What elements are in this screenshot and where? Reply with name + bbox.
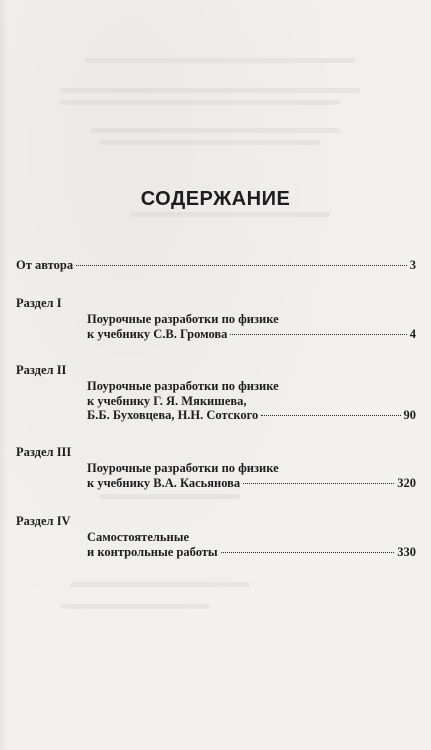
toc-page-number: 90 <box>403 408 416 422</box>
section-label: Раздел IV <box>16 514 71 528</box>
section-title-line: и контрольные работы <box>87 545 218 559</box>
page-title: СОДЕРЖАНИЕ <box>140 188 291 210</box>
dot-leader <box>243 482 394 484</box>
toc-page-number: 4 <box>409 327 416 341</box>
bleed-through-mark <box>100 494 240 499</box>
section-label: Раздел III <box>16 445 72 459</box>
section-label: Раздел II <box>16 363 67 377</box>
section-title-line: Самостоятельные <box>87 530 189 544</box>
toc-entry-section-4 <box>87 545 416 560</box>
section-title-line: Поурочные разработки по физике <box>87 461 279 475</box>
section-title-line: к учебнику В.А. Касьянова <box>87 476 241 490</box>
section-label: Раздел I <box>16 296 62 310</box>
bleed-through-mark <box>85 58 355 63</box>
bleed-through-mark <box>60 100 340 105</box>
toc-page-number: 330 <box>397 545 416 559</box>
dot-leader <box>230 333 406 335</box>
dot-leader <box>221 551 395 553</box>
toc-entry-section-1 <box>87 327 416 342</box>
toc-page-number: 320 <box>397 476 416 490</box>
toc-page-number: 3 <box>409 258 416 272</box>
toc-entry-label: От автора <box>16 258 74 272</box>
section-title-line: Поурочные разработки по физике <box>87 312 279 326</box>
bleed-through-mark <box>60 604 210 609</box>
bleed-through-mark <box>70 582 250 587</box>
dot-leader <box>76 264 407 266</box>
section-title-line: Б.Б. Буховцева, Н.Н. Сотского <box>87 408 259 422</box>
bleed-through-mark <box>60 88 360 93</box>
toc-entry-section-2 <box>87 408 416 423</box>
toc-entry-section-3 <box>87 476 416 491</box>
toc-entry-from-author <box>16 258 416 273</box>
section-title-line: Поурочные разработки по физике <box>87 379 279 393</box>
section-title-line: к учебнику Г. Я. Мякишева, <box>87 394 247 408</box>
section-title-line: к учебнику С.В. Громова <box>87 327 228 341</box>
bleed-through-mark <box>100 140 320 145</box>
dot-leader <box>261 414 400 416</box>
bleed-through-mark <box>90 128 340 133</box>
bleed-through-mark <box>130 212 330 217</box>
